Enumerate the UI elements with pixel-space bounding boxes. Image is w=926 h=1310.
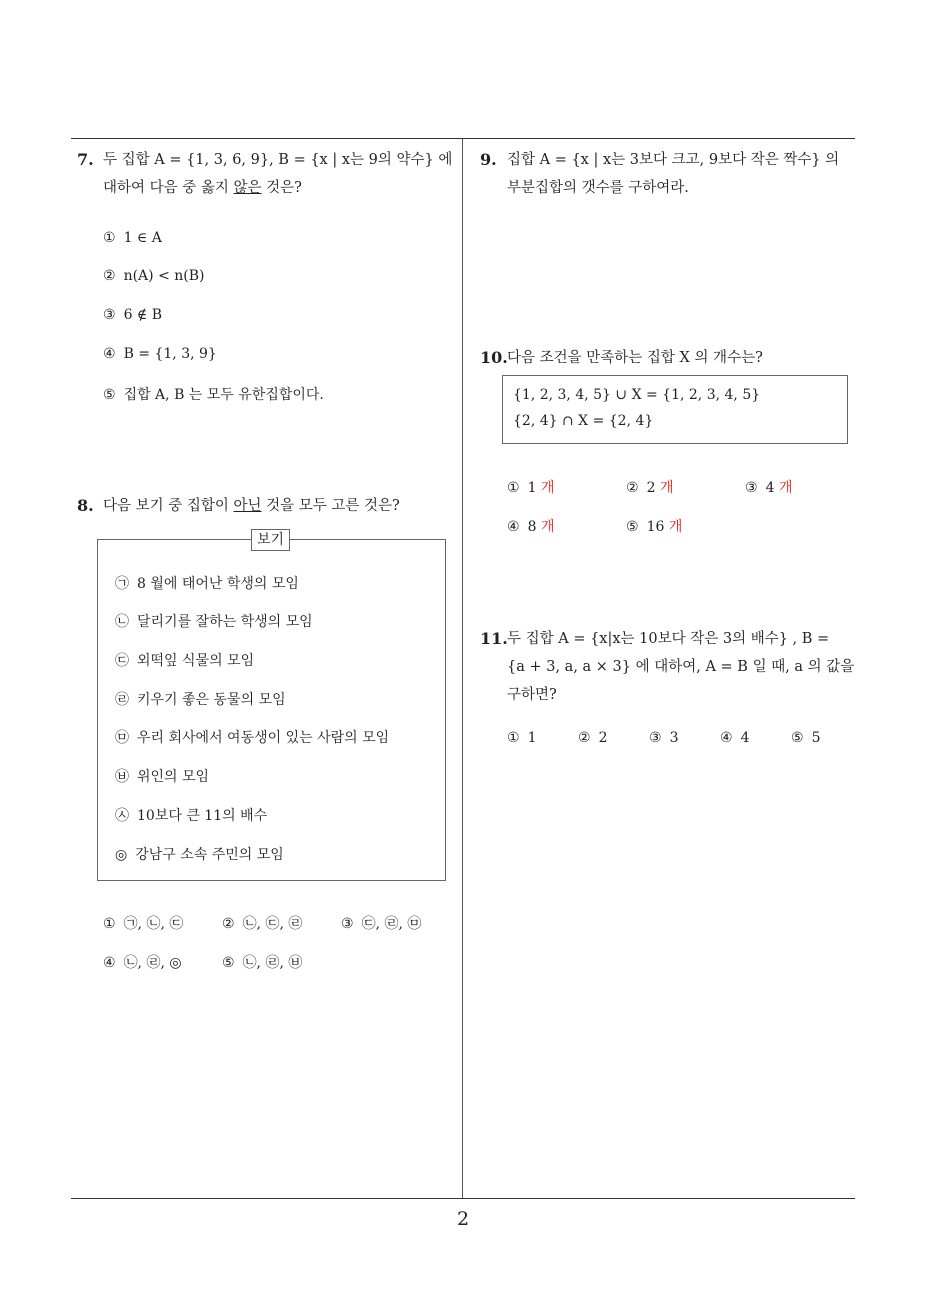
- q11-option-3[interactable]: ③ 3: [649, 730, 679, 746]
- bogi-item: ㉡ 달리기를 잘하는 학생의 모임: [115, 614, 313, 630]
- page-number: 2: [456, 1208, 470, 1230]
- underlined-word: 아닌: [233, 498, 262, 514]
- unit-label: 개: [540, 519, 555, 535]
- underlined-word: 않은: [233, 180, 262, 196]
- question-7-number: 7.: [77, 150, 94, 169]
- q8-option-4[interactable]: ④ ㉡, ㉣, ◎: [103, 955, 182, 971]
- bogi-item: ㉦ 10보다 큰 11의 배수: [115, 808, 268, 824]
- unit-label: 개: [659, 480, 674, 496]
- q8-option-1[interactable]: ① ㉠, ㉡, ㉢: [103, 916, 184, 932]
- q10-option-5[interactable]: ⑤ 16 개: [626, 519, 683, 535]
- q10-option-1[interactable]: ① 1 개: [507, 480, 555, 496]
- bogi-item: ㉢ 외떡잎 식물의 모임: [115, 653, 255, 669]
- question-10-text: 다음 조건을 만족하는 집합 X 의 개수는?: [507, 350, 763, 366]
- q11-option-2[interactable]: ② 2: [578, 730, 608, 746]
- bogi-item: ㉠ 8 월에 태어난 학생의 모임: [115, 576, 299, 592]
- unit-label: 개: [540, 480, 555, 496]
- top-rule: [71, 138, 855, 139]
- q7-option-2[interactable]: ② n(A) < n(B): [103, 268, 205, 284]
- unit-label: 개: [668, 519, 683, 535]
- q10-option-3[interactable]: ③ 4 개: [745, 480, 793, 496]
- q8-option-5[interactable]: ⑤ ㉡, ㉣, ㉥: [222, 955, 303, 971]
- q7-option-1[interactable]: ① 1 ∈ A: [103, 230, 162, 246]
- column-divider: [462, 139, 463, 1198]
- bogi-item: ◎ 강남구 소속 주민의 모임: [115, 847, 284, 863]
- bogi-box-title: 보기: [251, 529, 290, 551]
- question-10-number: 10.: [480, 348, 508, 367]
- q8-option-2[interactable]: ② ㉡, ㉢, ㉣: [222, 916, 303, 932]
- q11-option-1[interactable]: ① 1: [507, 730, 537, 746]
- question-7-line2: 대하여 다음 중 옳지 않은 것은?: [103, 180, 302, 196]
- question-7-line1: 두 집합 A = {1, 3, 6, 9}, B = {x | x는 9의 약수} 에: [103, 152, 453, 168]
- condition-intersection: {2, 4} ∩ X = {2, 4}: [513, 413, 654, 429]
- q7-option-3[interactable]: ③ 6 ∉ B: [103, 307, 163, 323]
- q10-option-4[interactable]: ④ 8 개: [507, 519, 555, 535]
- question-9-text: 집합 A = {x | x는 3보다 크고, 9보다 작은 짝수} 의 부분집합의 갯수를 구하여라.: [507, 152, 840, 196]
- bogi-item: ㉤ 우리 회사에서 여동생이 있는 사람의 모임: [115, 730, 390, 746]
- q8-option-3[interactable]: ③ ㉢, ㉣, ㉤: [341, 916, 422, 932]
- question-9-number: 9.: [480, 150, 497, 169]
- q10-option-2[interactable]: ② 2 개: [626, 480, 674, 496]
- q11-option-4[interactable]: ④ 4: [720, 730, 750, 746]
- bottom-rule: [71, 1198, 855, 1199]
- condition-union: {1, 2, 3, 4, 5} ∪ X = {1, 2, 3, 4, 5}: [513, 387, 761, 403]
- condition-box: [502, 375, 848, 444]
- question-8-number: 8.: [77, 496, 94, 515]
- q7-option-4[interactable]: ④ B = {1, 3, 9}: [103, 346, 217, 362]
- q11-option-5[interactable]: ⑤ 5: [791, 730, 821, 746]
- question-7-text: [103, 146, 452, 202]
- bogi-item: ㉣ 키우기 좋은 동물의 모임: [115, 692, 286, 708]
- question-11-number: 11.: [480, 629, 508, 648]
- bogi-item: ㉥ 위인의 모임: [115, 769, 210, 785]
- question-8-text: 다음 보기 중 집합이 아닌 것을 모두 고른 것은?: [103, 498, 400, 514]
- unit-label: 개: [778, 480, 793, 496]
- q7-option-5[interactable]: ⑤ 집합 A, B 는 모두 유한집합이다.: [103, 387, 324, 403]
- question-11-text: 두 집합 A = {x|x는 10보다 작은 3의 배수} , B = {a + 3, a, a × 3} 에 대하여, A = B 일 때, a 의 값을 구하면?: [507, 631, 855, 703]
